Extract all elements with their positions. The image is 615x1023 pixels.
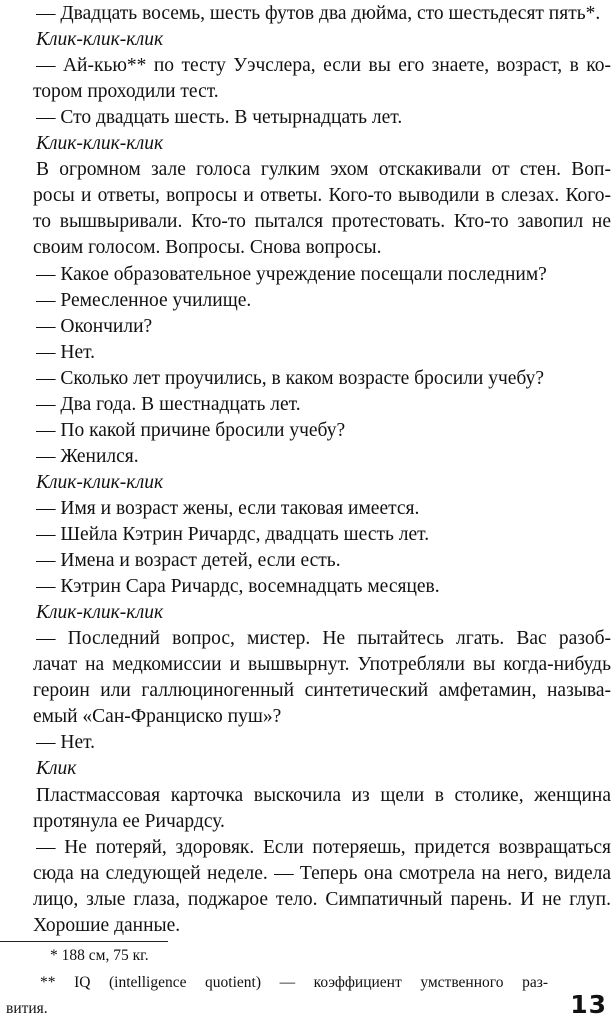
sound-line: Клик-клик-клик (36, 29, 164, 51)
text-line: — Женился. (36, 445, 139, 467)
footnote-line: вития. (6, 1000, 48, 1017)
text-line: — Имена и возраст детей, если есть. (36, 550, 341, 572)
text-line: — Нет. (36, 732, 96, 754)
text-line: — По какой причине бросили учебу? (36, 419, 346, 441)
sound-line: Клик (36, 758, 77, 780)
sound-line: Клик-клик-клик (36, 602, 164, 624)
text-line: лицо, злые глаза, поджарое тело. Симпатичный парень. И не глуп. (33, 888, 611, 910)
text-line: — Не потеряй, здоровяк. Если потеряешь, придется возвращаться (36, 836, 611, 858)
text-line: Хорошие данные. (33, 914, 181, 936)
text-line: — Кэтрин Сара Ричардс, восемнадцать месяцев. (36, 576, 440, 598)
text-line: Пластмассовая карточка выскочила из щели в столике, женщина (36, 784, 611, 806)
text-line: — Какое образовательное учреждение посещали последним? (36, 263, 547, 285)
text-line: своим голосом. Вопросы. Снова вопросы. (33, 237, 382, 259)
text-line: тором проходили тест. (33, 81, 219, 103)
page-number: 13 (570, 990, 607, 1019)
sound-line: Клик-клик-клик (36, 471, 164, 493)
footnote-separator (0, 941, 168, 942)
text-line: — Сколько лет проучились, в каком возрасте бросили учебу? (36, 367, 544, 389)
sound-line: Клик-клик-клик (36, 133, 164, 155)
text-line: протянула ее Ричардсу. (33, 810, 225, 832)
text-line: — Шейла Кэтрин Ричардс, двадцать шесть лет. (36, 524, 430, 545)
text-line: — Нет. (36, 341, 96, 363)
text-line: — Двадцать восемь, шесть футов два дюйма, сто шестьдесят пять*. (36, 3, 601, 24)
text-line: — Окончили? (36, 315, 153, 337)
text-line: — Сто двадцать шесть. В четырнадцать лет. (36, 107, 403, 129)
footnote-line: * 188 см, 75 кг. (50, 947, 149, 964)
text-line: — Ремесленное училище. (36, 289, 252, 311)
text-line: емый «Сан-Франциско пуш»? (33, 706, 282, 728)
text-line: то вышвыривали. Кто-то пытался протестовать. Кто-то завопил не (33, 211, 611, 233)
text-line: росы и ответы, вопросы и ответы. Кого-то выводили в слезах. Кого- (33, 185, 611, 207)
text-line: — Имя и возраст жены, если таковая имеется. (36, 497, 420, 519)
text-line: — Последний вопрос, мистер. Не пытайтесь лгать. Вас разоб- (36, 628, 611, 650)
text-line: В огромном зале голоса гулким эхом отскакивали от стен. Воп- (36, 159, 611, 181)
text-line: — Ай-кью** по тесту Уэчслера, если вы его знаете, возраст, в ко- (36, 55, 611, 77)
text-line: — Два года. В шестнадцать лет. (36, 393, 301, 415)
text-line: героин или галлюциногенный синтетический амфетамин, называ- (33, 680, 611, 702)
text-line: лачат на медкомиссии и вышвырнут. Употребляли вы когда-нибудь (33, 654, 611, 676)
footnote-line: ** IQ (intelligence quotient) — коэффициент умственного раз- (40, 974, 548, 991)
text-line: сюда на следующей неделе. — Теперь она смотрела на него, видела (33, 862, 611, 884)
